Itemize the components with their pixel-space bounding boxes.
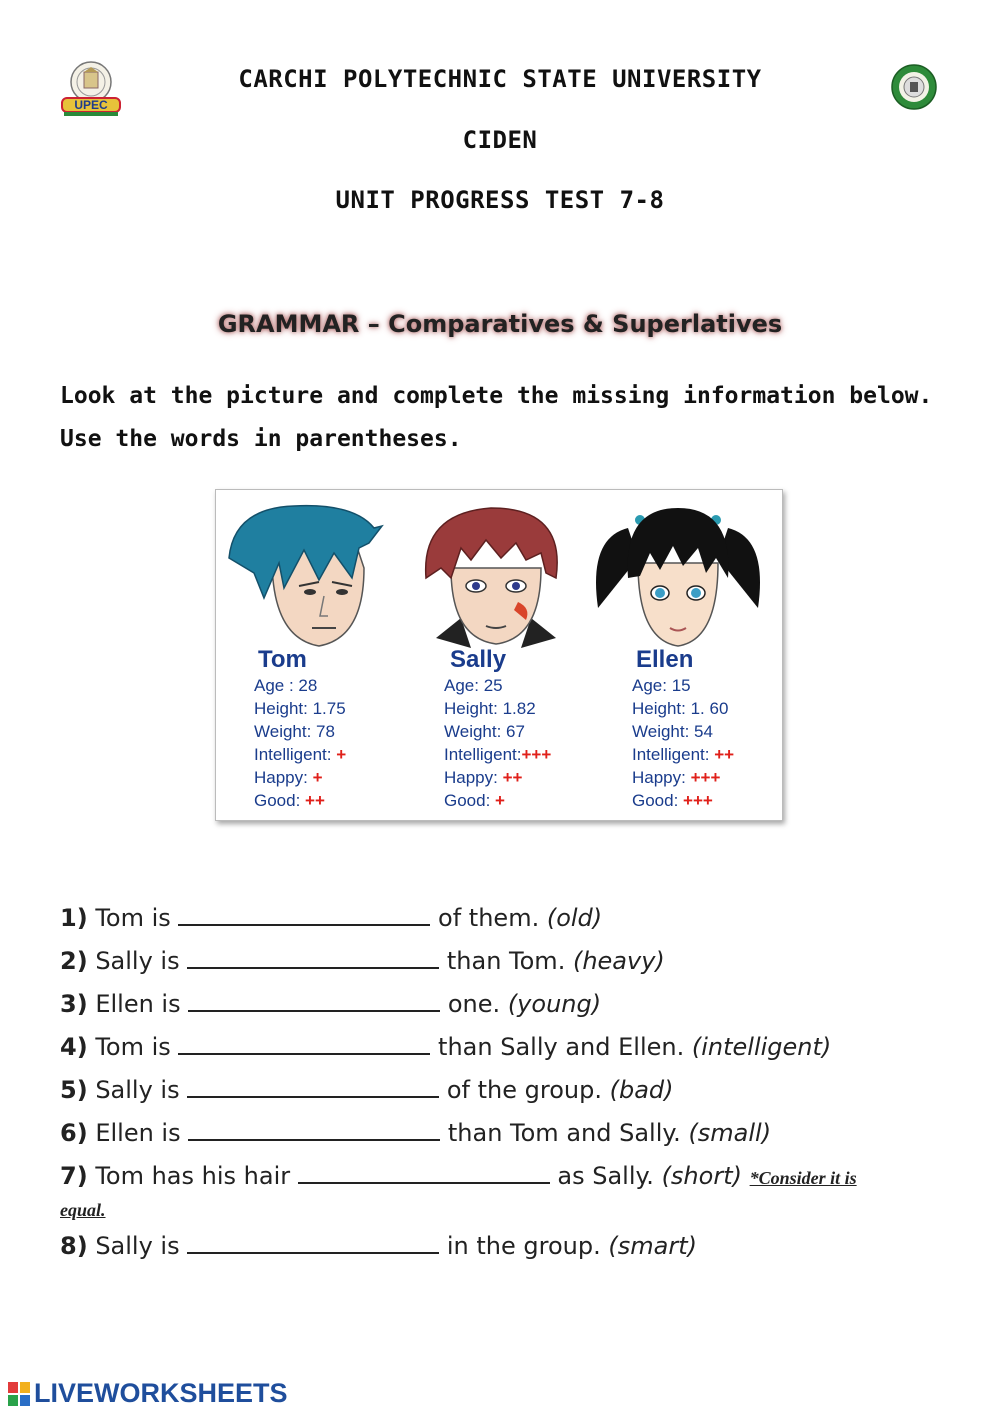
- stat-intelligent: [254, 743, 346, 766]
- answer-blank-5[interactable]: [187, 1074, 439, 1098]
- question-tail: as Sally.: [557, 1162, 654, 1190]
- stat-weight: Weight: 67: [444, 722, 525, 741]
- stat-happy: [254, 766, 346, 789]
- question-lead: Sally is: [95, 1076, 180, 1104]
- stat-label: Happy:: [632, 768, 691, 787]
- stat-rating: ++: [305, 791, 325, 810]
- liveworksheets-footer[interactable]: [8, 1378, 288, 1409]
- characters-picture: [215, 489, 783, 821]
- question-hint: (intelligent): [691, 1033, 832, 1061]
- question-number: 7): [60, 1162, 88, 1190]
- character-card-ellen: [588, 490, 768, 820]
- question-tail: than Tom and Sally.: [447, 1119, 681, 1147]
- liveworksheets-logo-icon: [8, 1382, 30, 1406]
- stat-good: [632, 789, 734, 812]
- stat-rating: +: [336, 745, 347, 764]
- stat-label: Intelligent:: [632, 745, 715, 764]
- question-hint: (old): [546, 904, 603, 932]
- question-hint: (young): [507, 990, 602, 1018]
- test-title: UNIT PROGRESS TEST 7-8: [335, 186, 665, 214]
- answer-blank-4[interactable]: [178, 1031, 430, 1055]
- stat-intelligent: [444, 743, 551, 766]
- stat-weight: Weight: 54: [632, 722, 713, 741]
- stat-height: Height: 1.75: [254, 699, 346, 718]
- question-tail: in the group.: [446, 1232, 601, 1260]
- character-name: Tom: [258, 646, 307, 673]
- character-stats: [254, 674, 346, 812]
- question-6: [60, 1117, 771, 1147]
- character-name: Sally: [450, 646, 507, 673]
- stat-age: Age : 28: [254, 676, 318, 695]
- upec-logo-text: UPEC: [74, 98, 108, 112]
- answer-blank-2[interactable]: [187, 945, 439, 969]
- stat-rating: +: [495, 791, 505, 810]
- question-hint: (heavy): [572, 947, 665, 975]
- section-title: GRAMMAR – Comparatives & Superlatives: [217, 310, 783, 338]
- question-tail: of the group.: [446, 1076, 602, 1104]
- question-number: 5): [60, 1076, 88, 1104]
- question-number: 2): [60, 947, 88, 975]
- question-lead: Ellen is: [95, 1119, 181, 1147]
- stat-label: Happy:: [444, 768, 503, 787]
- answer-blank-1[interactable]: [178, 902, 430, 926]
- stat-label: Good:: [444, 791, 496, 810]
- department-title: CIDEN: [462, 126, 538, 154]
- answer-blank-6[interactable]: [188, 1117, 440, 1141]
- stat-height: Height: 1.82: [444, 699, 536, 718]
- stat-label: Intelligent:: [254, 745, 337, 764]
- stat-age: Age: 15: [632, 676, 691, 695]
- stat-label: Intelligent:: [444, 745, 522, 764]
- character-name: Ellen: [636, 646, 694, 673]
- answer-blank-8[interactable]: [187, 1230, 439, 1254]
- stat-happy: [444, 766, 551, 789]
- tom-portrait: [224, 498, 404, 648]
- instruction-line-1: Look at the picture and complete the missing information below.: [60, 383, 933, 409]
- question-tail: one.: [447, 990, 501, 1018]
- answer-blank-3[interactable]: [188, 988, 440, 1012]
- stat-good: [254, 789, 346, 812]
- question-4: [60, 1031, 831, 1061]
- question-hint: (bad): [609, 1076, 674, 1104]
- question-lead: Sally is: [95, 1232, 180, 1260]
- stat-intelligent: [632, 743, 734, 766]
- question-note: *Consider it is: [749, 1168, 857, 1188]
- question-1: [60, 902, 602, 932]
- question-note-continued: equal.: [60, 1200, 106, 1220]
- stat-rating: +++: [683, 791, 713, 810]
- character-card-sally: [406, 490, 586, 820]
- question-hint: (short): [661, 1162, 742, 1190]
- stat-label: Good:: [254, 791, 306, 810]
- stat-rating: +++: [690, 768, 721, 787]
- stat-rating: +: [312, 768, 323, 787]
- question-hint: (smart): [608, 1232, 697, 1260]
- character-stats: [632, 674, 734, 812]
- stat-happy: [632, 766, 734, 789]
- character-stats: [444, 674, 551, 812]
- stat-good: [444, 789, 551, 812]
- question-8: [60, 1230, 697, 1260]
- question-lead: Tom is: [95, 904, 171, 932]
- question-2: [60, 945, 665, 975]
- liveworksheets-brand: LIVEWORKSHEETS: [34, 1378, 288, 1408]
- question-lead: Ellen is: [95, 990, 181, 1018]
- question-tail: of them.: [438, 904, 540, 932]
- question-lead: Tom has his hair: [95, 1162, 291, 1190]
- question-tail: than Sally and Ellen.: [438, 1033, 685, 1061]
- stat-height: Height: 1. 60: [632, 699, 729, 718]
- character-card-tom: [224, 490, 404, 820]
- question-lead: Tom is: [95, 1033, 171, 1061]
- sally-portrait: [406, 498, 586, 648]
- question-number: 6): [60, 1119, 88, 1147]
- stat-label: Good:: [632, 791, 684, 810]
- stat-age: Age: 25: [444, 676, 503, 695]
- question-number: 4): [60, 1033, 88, 1061]
- ellen-portrait: [588, 498, 768, 648]
- stat-rating: +++: [521, 745, 552, 764]
- instruction-line-2: Use the words in parentheses.: [60, 426, 462, 452]
- stat-label: Happy:: [254, 768, 313, 787]
- stat-rating: ++: [502, 768, 523, 787]
- question-5: [60, 1074, 674, 1104]
- question-hint: (small): [688, 1119, 772, 1147]
- question-3: [60, 988, 601, 1018]
- university-title: CARCHI POLYTECHNIC STATE UNIVERSITY: [238, 65, 762, 93]
- question-lead: Sally is: [95, 947, 180, 975]
- question-number: 3): [60, 990, 88, 1018]
- question-tail: than Tom.: [446, 947, 566, 975]
- question-number: 8): [60, 1232, 88, 1260]
- stat-rating: ++: [714, 745, 735, 764]
- stat-weight: Weight: 78: [254, 722, 335, 741]
- question-7: [60, 1160, 857, 1190]
- answer-blank-7[interactable]: [298, 1160, 550, 1184]
- question-number: 1): [60, 904, 88, 932]
